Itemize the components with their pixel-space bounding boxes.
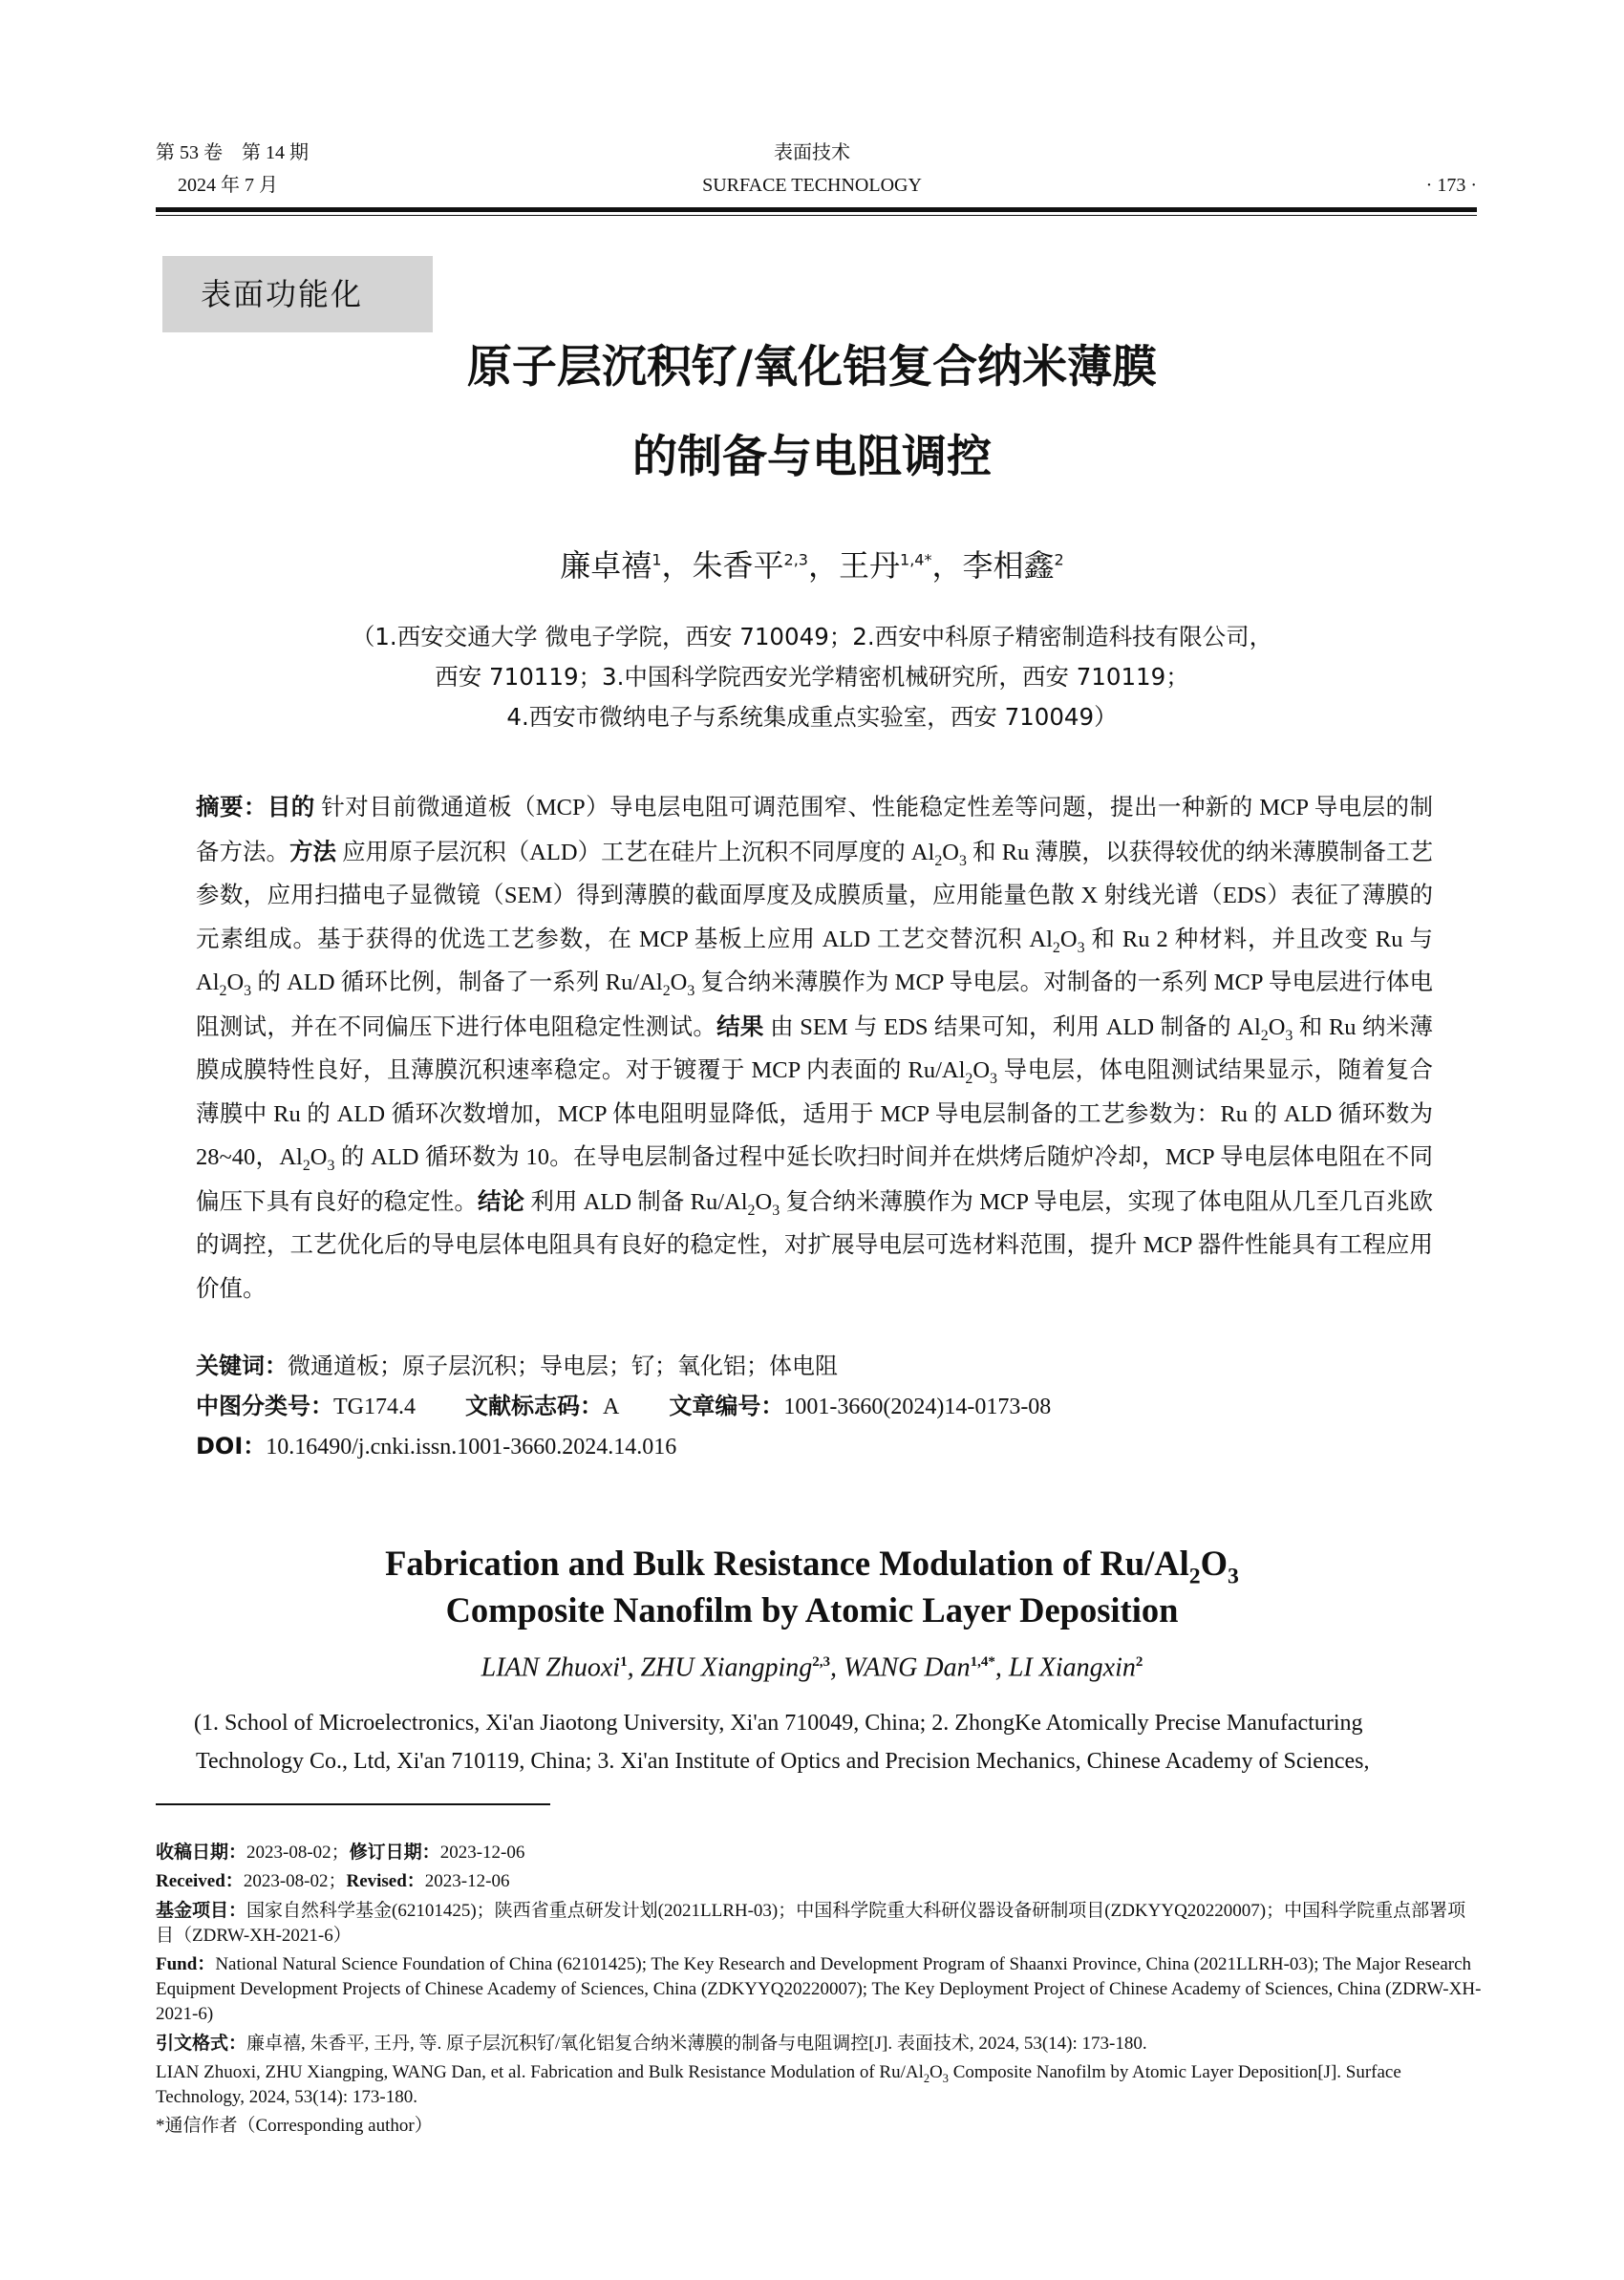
classification (196, 1387, 1433, 1426)
title-cn (0, 332, 1624, 493)
authors-en: LIAN Zhuoxi$^1$, ZHU Xiangping$^{2,3}$, WANG Dan$^{1,4*}$, LI Xiangxin$^2$ (481, 1652, 1143, 1683)
revised-cn-label: 修订日期： (349, 1842, 440, 1863)
clc-value: TG174.4 (333, 1395, 416, 1419)
fund-cn-value: 国家自然科学基金(62101425)；陕西省重点研发计划(2021LLRH-03)；中国科学院重大科研仪器设备研制项目(ZDKYYQ20220007)；中国科学院重点部署项目（ZDRW-XH-2021-6） (156, 1901, 1466, 1946)
citation-en: LIAN Zhuoxi, ZHU Xiangping, WANG Dan, et al. Fabrication and Bulk Resistance Modulation of $Ru/Al_2O_3$ Composite Nanofilm by Atomic Layer Deposition[J]. Surface Technology, 2024, 53(14): 173-180. (156, 2062, 1401, 2107)
doc-code-label: 文献标志码： (465, 1393, 603, 1419)
citation-cn-value: 廉卓禧, 朱香平, 王丹, 等. 原子层沉积钌/氧化铝复合纳米薄膜的制备与电阻调控[J]. 表面技术, 2024, 53(14): 173-180. (246, 2034, 1147, 2054)
doi-value[interactable]: 10.16490/j.cnki.issn.1001-3660.2024.14.016 (266, 1435, 677, 1460)
header-rule-thin (156, 215, 1477, 216)
author-name: LI Xiangxin (1008, 1652, 1136, 1683)
journal-name-en: SURFACE TECHNOLOGY (702, 175, 922, 196)
corresponding-author: *通信作者（Corresponding author） (156, 2116, 433, 2136)
author-affiliation-mark: 2,3 (783, 550, 808, 569)
issue-date: 2024 年 7 月 (178, 175, 278, 196)
fund-en-value: National Natural Science Foundation of China (62101425); The Key Research and Development Program of Shaanxi Province, China (2021LLRH-03); The Major Research Equipment Development Projects of Chinese Academy of Sciences, China (ZDKYYQ20220007); The Key Deployment Project of Chinese Academy of Sciences, China (ZDRW-XH-2021-6) (156, 1954, 1482, 2024)
title-cn-line2: 的制备与电阻调控 (632, 431, 992, 483)
author-name: 朱香平 (692, 547, 784, 584)
author-name: LIAN Zhuoxi (481, 1652, 621, 1683)
title-en (0, 1540, 1624, 1633)
volume-issue: 第 53 卷 第 14 期 (156, 142, 309, 163)
title-en-line1: Fabrication and Bulk Resistance Modulation of $Ru/Al_2O_3$ (385, 1544, 1239, 1589)
fund-cn (156, 1898, 1484, 1949)
author-name: 李相鑫 (962, 547, 1055, 584)
result-label: 结果 (716, 1012, 764, 1040)
author-name: ZHU Xiangping (640, 1652, 813, 1683)
article-no-value: 1001-3660(2024)14-0173-08 (783, 1395, 1052, 1419)
conclusion-text: 利用 ALD 制备 $Ru/Al_2O_3$ 复合纳米薄膜作为 MCP 导电层，实现了体电阻从几至几百兆欧的调控，工艺优化后的导电层体电阻具有良好的稳定性，对扩展导电层可选材料范围，提升 MCP 器件性能具有工程应用价值。 (196, 1188, 1434, 1302)
objective-text: 针对目前微通道板（MCP）导电层电阻可调范围窄、性能稳定性差等问题，提出一种新的 MCP 导电层的制备方法。 (196, 795, 1434, 865)
fund-cn-label: 基金项目： (156, 1900, 247, 1921)
author-affiliation-mark: 2 (1135, 1654, 1143, 1670)
title-cn-line1: 原子层沉积钌/氧化铝复合纳米薄膜 (466, 341, 1158, 394)
author-affiliation-mark: 1 (652, 550, 662, 569)
result-text: 由 SEM 与 EDS 结果可知，利用 ALD 制备的 $Al_2O_3$ 和 Ru 纳米薄膜成膜特性良好，且薄膜沉积速率稳定。对于镀覆于 MCP 内表面的 $Ru/Al_2O_3$ 导电层，体电阻测试结果显示，随着复合薄膜中 Ru 的 ALD 循环次数增加，MCP 体电阻明显降低，适用于 MCP 导电层制备的工艺参数为：Ru 的 ALD 循环数为 28~40，$Al_2O_3$ 的 ALD 循环数为 10。在导电层制备过程中延长吹扫时间并在烘烤后随炉冷却，MCP 导电层体电阻在不同偏压下具有良好的稳定性。 (196, 1013, 1434, 1215)
footnote-rule (156, 1803, 550, 1805)
affiliation-line: (1. School of Microelectronics, Xi'an Jiaotong University, Xi'an 710049, China; 2. ZhongKe Atomically Precise Manufacturing (194, 1711, 1363, 1736)
received-en-value: 2023-08-02； (243, 1871, 347, 1891)
affiliation-line: 4.西安市微纳电子与系统集成重点实验室，西安 710049） (506, 703, 1118, 731)
received-en (156, 1869, 1484, 1894)
keywords (196, 1347, 1433, 1386)
affiliations-cn (0, 617, 1624, 737)
revised-en-value: 2023-12-06 (424, 1871, 510, 1891)
conclusion-label: 结论 (477, 1186, 525, 1215)
author-affiliation-mark: 1 (620, 1654, 628, 1670)
section-tag: 表面功能化 (162, 256, 433, 332)
doi-label: DOI： (196, 1433, 267, 1460)
author-name: 廉卓禧 (560, 547, 652, 584)
received-cn-label: 收稿日期： (156, 1842, 247, 1863)
received-en-label: Received： (156, 1871, 244, 1891)
fund-en-label: Fund： (156, 1954, 216, 1974)
title-en-line2: Composite Nanofilm by Atomic Layer Deposition (445, 1590, 1179, 1630)
received-cn-value: 2023-08-02； (246, 1843, 350, 1863)
author-affiliation-mark: 2 (1054, 550, 1064, 569)
fund-en (156, 1952, 1484, 2027)
journal-name-cn: 表面技术 (774, 142, 850, 163)
footnotes (156, 1840, 1484, 2139)
authors-cn: 廉卓禧$^1$，朱香平$^{2,3}$，王丹$^{1,4*}$，李相鑫$^2$ (560, 547, 1064, 584)
affiliation-line: （1.西安交通大学 微电子学院，西安 710049；2.西安中科原子精密制造科技有限公司， (351, 623, 1273, 650)
author-affiliation-mark: 1,4* (970, 1654, 995, 1670)
header-rule-thick (156, 207, 1477, 212)
author-affiliation-mark: 1,4* (900, 550, 932, 569)
doi (196, 1427, 1433, 1466)
abstract (196, 785, 1433, 1310)
article-no-label: 文章编号： (669, 1393, 784, 1419)
received-cn (156, 1840, 1484, 1865)
affiliations-en (196, 1704, 1438, 1780)
citation-cn-label: 引文格式： (156, 2033, 247, 2054)
abstract-label: 摘要： (196, 793, 267, 820)
author-name: 王丹 (839, 547, 901, 584)
doc-code-value: A (603, 1395, 620, 1419)
author-name: WANG Dan (844, 1652, 971, 1683)
objective-label: 目的 (267, 793, 315, 820)
clc-label: 中图分类号： (196, 1393, 333, 1419)
keywords-value: 微通道板；原子层沉积；导电层；钌；氧化铝；体电阻 (288, 1354, 838, 1379)
revised-cn-value: 2023-12-06 (439, 1843, 525, 1863)
affiliation-line: 西安 710119；3.中国科学院西安光学精密机械研究所，西安 710119； (435, 663, 1189, 691)
page-number: · 173 · (1425, 175, 1477, 196)
method-text: 应用原子层沉积（ALD）工艺在硅片上沉积不同厚度的 $Al_2O_3$ 和 Ru 薄膜，以获得较优的纳米薄膜制备工艺参数，应用扫描电子显微镜（SEM）得到薄膜的截面厚度及成膜质量，应用能量色散 X 射线光谱（EDS）表征了薄膜的元素组成。基于获得的优选工艺参数，在 MCP 基板上应用 ALD 工艺交替沉积 $Al_2O_3$ 和 Ru 2 种材料，并且改变 Ru 与 $Al_2O_3$ 的 ALD 循环比例，制备了一系列 $Ru/Al_2O_3$ 复合纳米薄膜作为 MCP 导电层。对制备的一系列 MCP 导电层进行体电阻测试，并在不同偏压下进行体电阻稳定性测试。 (196, 839, 1434, 1040)
method-label: 方法 (289, 837, 337, 865)
keywords-label: 关键词： (196, 1353, 288, 1379)
author-affiliation-mark: 2,3 (812, 1654, 831, 1670)
citation-cn (156, 2031, 1484, 2056)
revised-en-label: Revised： (346, 1871, 425, 1891)
affiliation-line: Technology Co., Ltd, Xi'an 710119, China; 3. Xi'an Institute of Optics and Precision Mechanics, Chinese Academy of Sciences, (196, 1749, 1370, 1774)
